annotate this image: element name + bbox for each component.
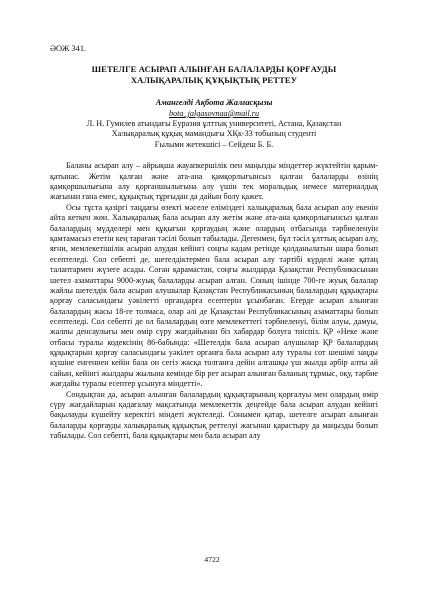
udc-code: ӘОЖ 341. [50, 44, 87, 53]
title-line-2: ХАЛЫҚАРАЛЫҚ ҚҰҚЫҚТЫҚ РЕТТЕУ [130, 75, 298, 85]
affiliation-student: Халықаралық құқық мамандығы ХҚк-33 тобының студенті [111, 129, 317, 139]
affiliation-university: Л. Н. Гумилев атындағы Еуразия ұлттық университеті, Астана, Қазақстан [86, 119, 342, 128]
body-paragraph-1: Баланы асырап алу – айрықша жауапкершілік пен маңызды міндеттер жүктейтін қарым-қатынас. Жетім қалған және ата-ана қамқорлығынсыз қалған балаларды өзінің қамқоршылығына алу қорғаншылығына алу үшін тек моральдық немесе материалдық жағынан ғана емес, құқықтық тұрғыдан да дайын болу қажет. [50, 161, 378, 202]
affiliation-supervisor: Ғылыми жетекшісі – Сейдеш Б. Б. [154, 139, 274, 149]
author-name: Амангелді Ақбота Жалғасқызы [155, 98, 273, 107]
author-email[interactable]: bota_jalgasovnaa@mail.ru [168, 109, 260, 118]
paper-title [50, 64, 378, 86]
page-number: 4722 [204, 555, 220, 564]
body-paragraph-3: Сондықтан да, асырап алынған балалардың құқықтарының қорғалуы мен олардың өмір сүру жағдайларын қадағалау мақсатында мемлекеттік деңгейде бала асырап алудан кейінгі бақылауды күшейту керектігі міндеті жүктеледі. Сонымен қатар, шетелге асырап алынған балаларды қорғауды халықаралық құқықтық реттелуі жағынан қарастыру да маңызды болып табылады. Сол себепті, бала құқықтары мен бала асырап алу [50, 389, 378, 441]
affiliation-block [50, 119, 378, 150]
title-line-1: ШЕТЕЛГЕ АСЫРАП АЛЫНҒАН БАЛАЛАРДЫ ҚОРҒАУДЫ [91, 64, 337, 74]
body-paragraph-2: Осы тұста қазіргі таңдағы өзекті мәселе еліміздегі халықаралық бала асырап алу екенін айта кеткен жөн. Халықаралық бала асырап алу жетім және ата-ана қамқорлығынсыз қалған балалардың мүдделері мен құқығын қорғаудың және олардың отбасында тәрбиеленуін қамтамасыз ететін кең тараған тәсілі болып табылады. Дегенмен, бұл тәсіл ұлттық асырап алу, яғни, мемлекетішілік асырап алудан кейінгі соңғы кадам ретінде қолданылатын шара болып есептеледі. Сол себепті де, шетелдіктермен бала асырап алу тәртібі күрделі және қатаң талаптармен жүзеге асады. Соған қарамастан, соңғы жылдарда Қазақстан Республикасынан шетел азаматтары 9000-жуық балаларды асырап алған. Соның ішінде 700-ге жуық балалар жайлы шетелдік бала асырап алушылар Қазақстан Республикасының балалардың құқықтары қорғау саласындағы уәкілетті органдарға есептерін ұсынбаған. Егерде асырап алынған балалардың жасы 18-ге толмаса, олар әлі де Қазақстан Республикасының азаматтары болып есептеледі. Сол себепті де ол балалардың өзге мемлекеттегі тәрбиеленуі, білім алуы, дамуы, жалпы денсаулығы мен өмір сүру жағдайынан біз хабардар болуға тиіспіз. ҚР «Неке және отбасы туралы кодексінің 86-бабында: «Шетелдік бала асырап алушылар ҚР балалардың құқықтарын қорғау саласындағы уәкілет органға бала асырап алу туралы сот шешімі заңды күшіне енгеннен кейін бала он сегіз жасқа толғанға дейін алғашқы үш жылда әрбір алты ай сайын, кейінгі жылдары жылына кемінде бір рет асырап алынған баланың тұрмыс, оқу, тәрбие жағдайы туралы есептер ұсынуға міндетті». [50, 203, 378, 388]
